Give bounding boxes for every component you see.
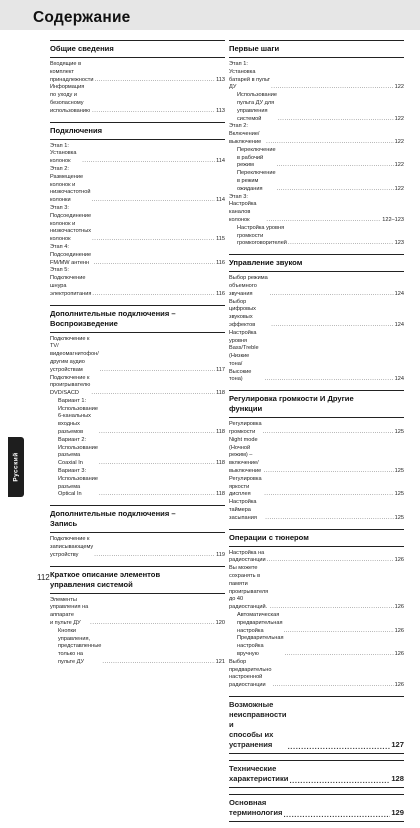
toc-entry-text: Этап 2: Включение/выключение	[229, 123, 262, 145]
toc-entry-text: Регулировка яркости дисплея	[229, 475, 262, 498]
toc-section-title-link[interactable]	[229, 760, 404, 788]
toc-page-number: 117	[216, 366, 225, 373]
toc-entry-text: Этап 1: Установка батарей в пульт ДУ	[229, 61, 271, 91]
language-tab	[8, 437, 24, 497]
toc-section-title: Общие сведения	[50, 40, 225, 58]
toc-entry-text: Настройка таймера засыпания	[229, 499, 257, 521]
toc-page-number: 122	[394, 84, 404, 91]
toc-section-title: Возможные неисправности и способы их устранения	[229, 699, 287, 749]
toc-entry[interactable]	[229, 612, 404, 635]
toc-entry[interactable]	[50, 166, 225, 205]
toc-entry[interactable]	[229, 275, 404, 298]
leader-dots	[99, 429, 215, 437]
leader-dots	[283, 810, 390, 818]
toc-entry-text: Выбор предварительно настроенной радиостанции	[229, 658, 272, 689]
leader-dots	[271, 84, 393, 92]
leader-dots	[91, 390, 215, 398]
toc-entry-text: Выбор режима объемного звучания	[229, 275, 268, 297]
toc-page-number: 125	[394, 468, 404, 475]
toc-page-number: 125	[394, 491, 404, 498]
toc-page-number: 124	[394, 321, 404, 328]
toc-entry-text: Подключение к проигрывателю DVD/SACD	[50, 374, 91, 397]
toc-entry[interactable]	[50, 468, 225, 499]
leader-dots	[94, 77, 215, 85]
leader-dots	[277, 186, 394, 194]
toc-section	[229, 529, 404, 690]
toc-section-title-link[interactable]	[229, 696, 404, 754]
toc-page-number: 129	[391, 807, 404, 817]
toc-page-number: 122	[394, 115, 404, 122]
toc-page-number: 116	[216, 259, 225, 266]
leader-dots	[99, 460, 215, 468]
leader-dots	[264, 468, 394, 476]
leader-dots	[288, 240, 394, 248]
toc-section	[229, 254, 404, 384]
leader-dots	[270, 604, 394, 612]
toc-page-number: 122	[394, 138, 404, 145]
toc-entry-text: Night mode (Ночной режим) – включение/выключение	[229, 436, 262, 475]
toc-section-title: Регулировка громкости И Другие функции	[229, 390, 404, 418]
toc-section-title: Дополнительные подключения – Запись	[50, 505, 225, 533]
leader-dots	[284, 651, 393, 659]
leader-dots	[99, 491, 215, 499]
toc-entry[interactable]	[50, 205, 225, 244]
leader-dots	[82, 158, 215, 166]
page-title: Содержание	[33, 9, 131, 26]
toc-entry-text: Подключение к записывающему устройству	[50, 536, 94, 558]
toc-page-number: 122	[394, 185, 404, 192]
toc-entry-text: Этап 1: Установка колонок	[50, 142, 77, 165]
toc-entry-text: Автоматическая предварительная настройка	[237, 612, 283, 634]
toc-page-number: 116	[216, 290, 225, 297]
toc-entry[interactable]	[229, 225, 404, 248]
toc-page-number: 113	[216, 107, 225, 114]
toc-section	[50, 305, 225, 500]
toc-page-number: 127	[391, 739, 404, 749]
toc-page-number: 114	[216, 158, 225, 165]
leader-dots	[283, 628, 393, 636]
toc-section-title: Операции с тюнером	[229, 529, 404, 547]
leader-dots	[265, 376, 394, 384]
toc-entry-text: Информация по уходу и безопасному использованию	[50, 84, 91, 114]
toc-entry-text: Выбор цифровых звуковых эффектов	[229, 298, 256, 328]
leader-dots	[265, 515, 393, 523]
leader-dots	[90, 620, 214, 628]
toc-entry[interactable]	[50, 267, 225, 298]
leader-dots	[289, 776, 390, 784]
toc-right-column	[229, 40, 404, 828]
toc-entry-text: Вариант 3: Использование разъема Optical In	[58, 468, 98, 498]
toc-page-number: 113	[216, 76, 225, 83]
toc-entry[interactable]	[50, 375, 225, 398]
toc-page-number: 126	[394, 604, 404, 611]
toc-entry-text: Настройка уровня громкости громкоговорителей	[237, 224, 287, 247]
toc-entry[interactable]	[50, 628, 225, 667]
leader-dots	[92, 291, 215, 299]
toc-entry[interactable]	[229, 565, 404, 612]
toc-page-number: 124	[394, 290, 404, 297]
toc-section	[229, 390, 404, 522]
toc-entry[interactable]	[229, 170, 404, 193]
toc-entry[interactable]	[229, 147, 404, 170]
toc-entry[interactable]	[50, 336, 225, 375]
toc-entry-text: Предварительная настройка вручную	[237, 635, 284, 657]
toc-entry[interactable]	[50, 597, 225, 628]
toc-page-number: 120	[215, 620, 225, 627]
toc-page-number: 118	[216, 429, 225, 436]
leader-dots	[263, 429, 394, 437]
toc-entry[interactable]	[50, 536, 225, 559]
leader-dots	[267, 557, 394, 565]
toc-page-number: 126	[394, 627, 404, 634]
toc-entry-text: Этап 3: Настройка каналов колонок	[229, 193, 257, 223]
toc-page-number: 114	[216, 197, 225, 204]
toc-entry-text: Этап 3: Подсоединение колонок и низкочастотных колонок	[50, 204, 92, 243]
toc-entry-text: Кнопки управления, представленные только на пульте ДУ	[58, 627, 102, 666]
leader-dots	[266, 139, 393, 147]
toc-section-title: Подключения	[50, 122, 225, 140]
toc-entry-text: Переключение в рабочий режим	[237, 146, 276, 169]
toc-section	[229, 760, 404, 788]
page-number: 112	[37, 573, 50, 582]
toc-entry[interactable]	[229, 92, 404, 123]
toc-entry-text: Вариант 2: Использование разъема Coaxial In	[58, 436, 98, 467]
toc-entry-text: Переключение в режим ожидания	[237, 170, 276, 192]
toc-page-number: 124	[394, 376, 404, 383]
toc-section-title-link[interactable]	[229, 794, 404, 822]
toc-entry[interactable]	[229, 421, 404, 437]
language-tab-label: Русский	[12, 452, 20, 482]
leader-dots	[92, 108, 215, 116]
toc-section-title: Дополнительные подключения – Воспроизведение	[50, 305, 225, 333]
toc-left-column	[50, 40, 225, 673]
toc-entry-text: Настройка уровня Bass/Treble (Низкие тона/Высокие тона)	[229, 329, 259, 383]
toc-entry[interactable]	[50, 244, 225, 267]
toc-entry[interactable]	[50, 437, 225, 468]
toc-entry-text: Элементы управления на аппарате и пульте ДУ	[50, 596, 89, 627]
toc-entry[interactable]	[229, 61, 404, 92]
toc-section	[50, 505, 225, 559]
toc-entry-text: Входящие в комплект принадлежности	[50, 61, 94, 83]
toc-page-number: 121	[215, 659, 225, 666]
toc-page-number: 118	[216, 390, 225, 397]
leader-dots	[92, 236, 215, 244]
toc-page-number: 126	[394, 651, 404, 657]
toc-entry[interactable]	[229, 299, 404, 330]
leader-dots	[264, 491, 393, 499]
toc-entry[interactable]	[229, 123, 404, 146]
leader-dots	[266, 217, 381, 225]
toc-entry-text: Настройка на радиостанции	[229, 549, 266, 564]
toc-page-number: 115	[216, 236, 225, 243]
toc-entry-text: Использование пульта ДУ для управления системой	[237, 92, 277, 122]
toc-entry-text: Этап 5: Подключение шнура электропитания	[50, 267, 92, 297]
toc-section	[50, 40, 225, 116]
leader-dots	[94, 552, 215, 560]
toc-page-number: 122	[394, 162, 404, 169]
toc-section	[229, 794, 404, 822]
toc-page-number: 122–123	[382, 216, 404, 223]
toc-entry-text: Этап 4: Подсоединение FM/MW антенн	[50, 243, 92, 266]
toc-section-title: Первые шаги	[229, 40, 404, 58]
toc-page-number: 118	[216, 460, 225, 467]
toc-entry[interactable]	[229, 476, 404, 499]
leader-dots	[102, 659, 214, 667]
toc-section-title: Основная терминология	[229, 797, 283, 817]
toc-page-number: 119	[216, 551, 225, 558]
leader-dots	[93, 260, 215, 268]
toc-entry-text: Этап 2: Размещение колонок и низкочастотной колонки	[50, 165, 91, 204]
toc-section	[229, 40, 404, 248]
toc-entry[interactable]	[50, 84, 225, 115]
toc-entry[interactable]	[229, 330, 404, 385]
toc-entry-text: Регулировка громкости	[229, 421, 262, 436]
toc-entry[interactable]	[50, 143, 225, 166]
toc-section-title: Управление звуком	[229, 254, 404, 272]
leader-dots	[100, 367, 215, 375]
toc-entry[interactable]	[229, 635, 404, 658]
toc-page-number: 125	[394, 429, 404, 436]
leader-dots	[288, 742, 391, 750]
toc-entry[interactable]	[50, 61, 225, 84]
toc-entry-text: Вариант 1: Использование 6-канальных входных разъемов	[58, 397, 98, 436]
toc-entry-text: Вы можете сохранять в памяти проигрывателя до 40 радиостанций.	[229, 565, 269, 611]
leader-dots	[278, 116, 394, 124]
toc-page-number: 118	[216, 491, 225, 498]
toc-page-number: 123	[394, 240, 404, 247]
toc-entry[interactable]	[229, 550, 404, 566]
leader-dots	[277, 162, 394, 170]
toc-section-title: Технические характеристики	[229, 763, 289, 783]
toc-entry[interactable]	[50, 398, 225, 437]
toc-page-number: 126	[394, 557, 404, 564]
toc-page-number: 128	[391, 773, 404, 783]
toc-entry-text: Подключение к TV/видеомагнитофон/ другим аудио устройствам	[50, 335, 99, 373]
leader-dots	[271, 322, 393, 330]
toc-page-number: 126	[394, 682, 404, 689]
toc-section	[50, 566, 225, 667]
toc-entry[interactable]	[229, 499, 404, 522]
toc-section	[50, 122, 225, 299]
toc-entry[interactable]	[229, 194, 404, 225]
toc-section	[229, 696, 404, 754]
leader-dots	[272, 682, 393, 690]
leader-dots	[269, 291, 393, 299]
toc-entry[interactable]	[229, 659, 404, 690]
toc-entry[interactable]	[229, 437, 404, 476]
toc-section-title: Краткое описание элементов управления системой	[50, 566, 225, 594]
toc-page-number: 125	[394, 514, 404, 521]
leader-dots	[91, 197, 215, 205]
